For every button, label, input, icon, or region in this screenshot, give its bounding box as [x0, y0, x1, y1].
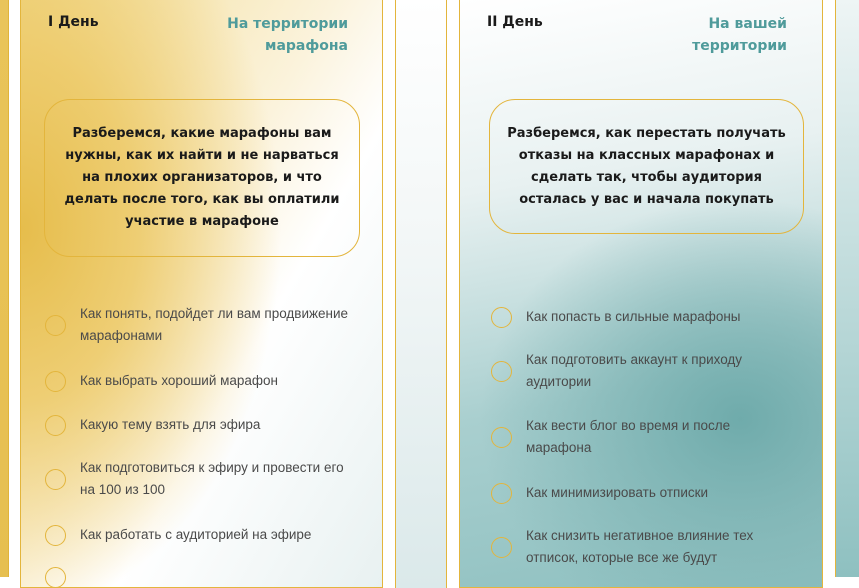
list-item	[45, 370, 350, 392]
circle-bullet-icon	[491, 307, 512, 328]
territory-line: марафона	[265, 38, 348, 54]
list-item	[491, 306, 796, 328]
list-item	[491, 482, 796, 504]
circle-bullet-icon	[491, 427, 512, 448]
summary-box: Разберемся, какие марафоны вам нужны, как их найти и не нарваться на плохих организаторов, и что делать после того, как вы оплатили участие в марафоне	[44, 99, 360, 257]
list-item	[491, 349, 796, 393]
item-text: Как работать с аудиторией на эфире	[80, 527, 312, 542]
list-item	[45, 524, 350, 546]
list-item-partial	[45, 567, 66, 588]
item-text: Как понять, подойдет ли вам продвижение марафонами	[80, 306, 349, 343]
circle-bullet-icon	[45, 371, 66, 392]
list-item	[491, 525, 796, 569]
day-card-2	[459, 0, 823, 588]
item-text: Как выбрать хороший марафон	[80, 373, 278, 388]
card-connector	[395, 0, 447, 588]
territory-label	[227, 13, 348, 57]
circle-bullet-icon	[45, 315, 66, 336]
day-label: II День	[487, 14, 543, 30]
partial-card-right	[835, 0, 859, 577]
circle-bullet-icon	[491, 537, 512, 558]
list-item	[45, 457, 350, 501]
item-text: Как снизить негативное влияние тех отписок, которые все же будут	[526, 528, 754, 565]
day-card-1	[20, 0, 383, 588]
territory-label	[692, 13, 787, 57]
list-item	[491, 415, 796, 459]
list-item	[45, 414, 350, 436]
territory-line: территории	[692, 38, 787, 54]
territory-line: На территории	[227, 16, 348, 32]
day-label: I День	[48, 14, 99, 30]
item-text: Как попасть в сильные марафоны	[526, 309, 741, 324]
circle-bullet-icon	[491, 483, 512, 504]
circle-bullet-icon	[45, 415, 66, 436]
summary-box: Разберемся, как перестать получать отказы на классных марафонах и сделать так, чтобы аудитория осталась у вас и начала покупать	[489, 99, 804, 234]
list-item	[45, 303, 350, 347]
circle-bullet-icon	[45, 525, 66, 546]
partial-card-left	[0, 0, 9, 577]
item-text: Как вести блог во время и после марафона	[526, 418, 731, 455]
item-text: Какую тему взять для эфира	[80, 417, 261, 432]
item-text: Как минимизировать отписки	[526, 485, 709, 500]
territory-line: На вашей	[708, 16, 787, 32]
circle-bullet-icon	[45, 469, 66, 490]
item-text: Как подготовиться к эфиру и провести его на 100 из 100	[80, 460, 344, 497]
circle-bullet-icon	[491, 361, 512, 382]
circle-bullet-icon	[45, 567, 66, 588]
item-text: Как подготовить аккаунт к приходу аудитории	[526, 352, 743, 389]
